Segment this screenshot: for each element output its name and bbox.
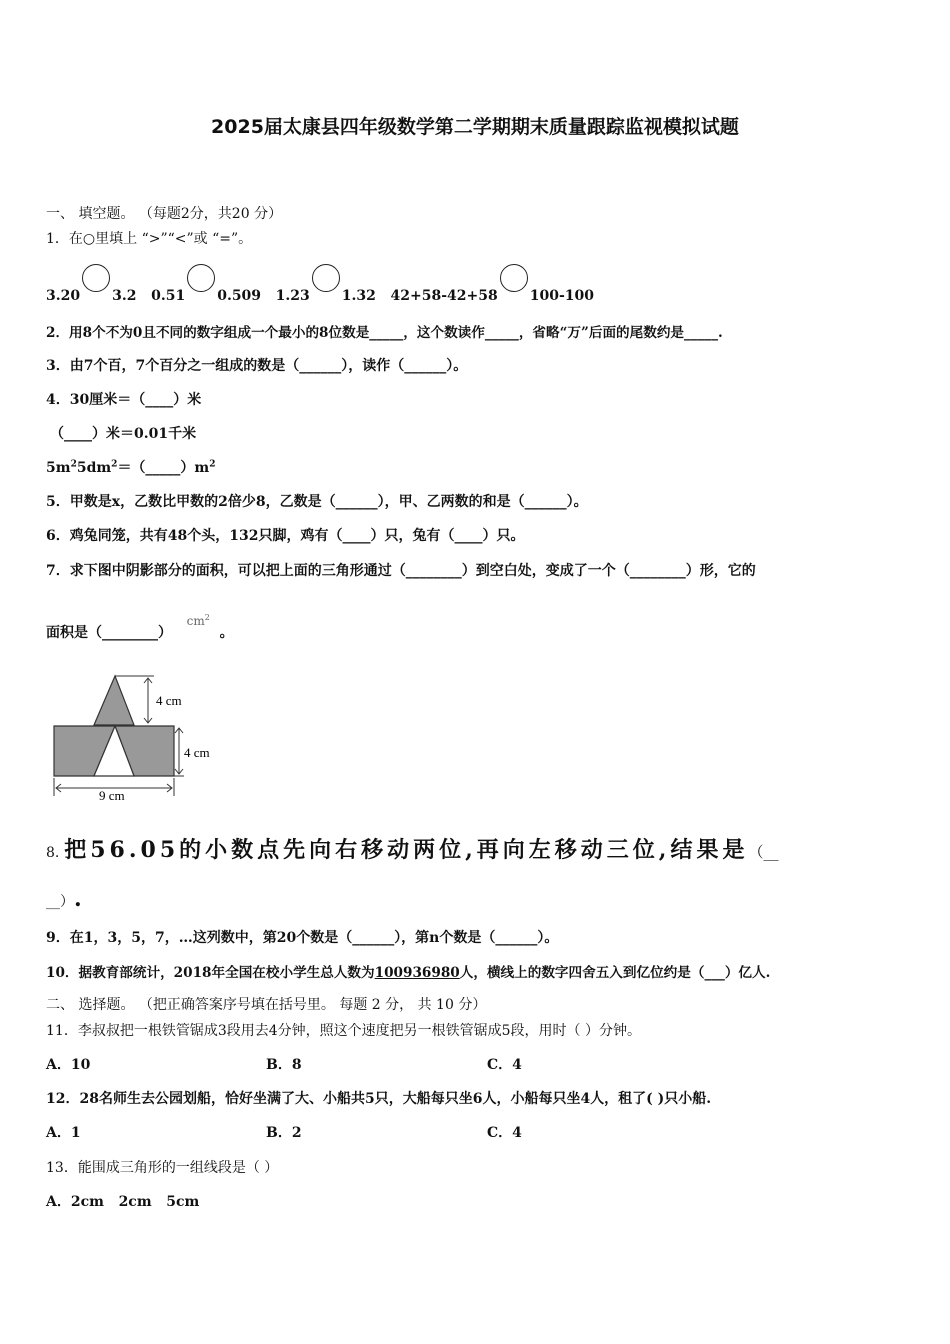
section-2-heading: 二、 选择题。 （把正确答案序号填在括号里。 每题 2 分， 共 10 分） bbox=[46, 997, 487, 1013]
label-bottom: 9 cm bbox=[99, 788, 125, 803]
q1-right-3: 1.32 bbox=[341, 288, 376, 304]
q8-number: 8. bbox=[46, 845, 60, 861]
question-3: 3．由7个百，7个百分之一组成的数是（______），读作（______）。 bbox=[46, 358, 468, 374]
question-10 bbox=[46, 961, 770, 981]
question-2: 2．用8个不为0且不同的数字组成一个最小的8位数是_____，这个数读作_____，省略“万”后面的尾数约是_____. bbox=[46, 325, 723, 341]
q10-post: 人，横线上的数字四舍五入到亿位约是（___）亿人. bbox=[459, 965, 771, 981]
question-8-continued bbox=[46, 886, 86, 912]
option-c[interactable]: C．4 bbox=[487, 1057, 522, 1073]
option-b[interactable]: B．8 bbox=[266, 1057, 302, 1073]
q1-right-2: 0.509 bbox=[217, 288, 262, 304]
unit-superscript: 2 bbox=[204, 613, 210, 622]
compare-circle[interactable] bbox=[187, 264, 215, 292]
question-9: 9．在1，3，5，7，…这列数中，第20个数是（______），第n个数是（______）。 bbox=[46, 930, 559, 946]
question-13: 13．能围成三角形的一组线段是（ ） bbox=[46, 1160, 279, 1176]
superscript: 2 bbox=[70, 459, 77, 470]
compare-circle[interactable] bbox=[82, 264, 110, 292]
question-1: 1．在○里填上 “>”“<”或 “=”。 bbox=[46, 231, 253, 247]
unit-label bbox=[187, 614, 210, 628]
q4c-part3: ＝（_____）m bbox=[117, 460, 210, 476]
q7b-text: 面积是（________） bbox=[46, 625, 172, 641]
q4c-part2: 5dm bbox=[76, 460, 112, 476]
label-top: 4 cm bbox=[156, 693, 182, 708]
question-4a: 4．30厘米＝（____）米 bbox=[46, 392, 202, 408]
superscript: 2 bbox=[209, 459, 216, 470]
q1-left-2: 0.51 bbox=[151, 288, 186, 304]
question-4c bbox=[46, 457, 216, 477]
question-7a: 7．求下图中阴影部分的面积，可以把上面的三角形通过（________）到空白处，变成了一个（________）形，它的 bbox=[46, 563, 756, 579]
compare-circle[interactable] bbox=[500, 264, 528, 292]
question-7b bbox=[46, 613, 234, 642]
page-title: 2025届太康县四年级数学第二学期期末质量跟踪监视模拟试题 bbox=[211, 116, 739, 138]
shaded-area-figure bbox=[44, 668, 234, 808]
q8-blank-end: __） bbox=[46, 894, 74, 910]
top-triangle bbox=[94, 676, 134, 725]
question-6: 6．鸡兔同笼，共有48个头，132只脚，鸡有（____）只，兔有（____）只。 bbox=[46, 528, 525, 544]
question-4b: （____）米＝0.01千米 bbox=[50, 426, 197, 442]
option-a[interactable]: A．1 bbox=[46, 1125, 81, 1141]
question-11: 11．李叔叔把一根铁管锯成3段用去4分钟，照这个速度把另一根铁管锯成5段，用时（ ）分钟。 bbox=[46, 1023, 641, 1039]
unit-text: cm bbox=[186, 614, 205, 628]
question-5: 5．甲数是x，乙数比甲数的2倍少8，乙数是（______），甲、乙两数的和是（______）。 bbox=[46, 494, 588, 510]
q1-left-4: 42+58-42+58 bbox=[390, 288, 498, 304]
q1-right-1: 3.2 bbox=[112, 288, 137, 304]
section-1-heading: 一、 填空题。 （每题2分，共20 分） bbox=[46, 206, 283, 222]
q10-underlined-number: 100936980 bbox=[374, 965, 460, 981]
q10-pre: 10．据教育部统计，2018年全国在校小学生总人数为 bbox=[46, 965, 375, 981]
q13-option-a[interactable]: A．2cm 2cm 5cm bbox=[46, 1194, 200, 1210]
q1-right-4: 100-100 bbox=[529, 288, 594, 304]
q7-end: 。 bbox=[219, 625, 234, 641]
question-1-comparisons bbox=[46, 274, 594, 304]
label-right: 4 cm bbox=[184, 745, 210, 760]
question-8 bbox=[46, 833, 778, 864]
superscript: 2 bbox=[111, 459, 118, 470]
compare-circle[interactable] bbox=[312, 264, 340, 292]
option-b[interactable]: B．2 bbox=[266, 1125, 302, 1141]
q1-left-1: 3.20 bbox=[46, 288, 81, 304]
q4c-part1: 5m bbox=[46, 460, 71, 476]
option-a[interactable]: A．10 bbox=[46, 1057, 91, 1073]
q8-end: . bbox=[74, 886, 86, 912]
q8-blank-start: （__ bbox=[748, 843, 779, 861]
q8-text: 把56.05的小数点先向右移动两位,再向左移动三位,结果是 bbox=[64, 837, 749, 863]
question-12: 12．28名师生去公园划船，恰好坐满了大、小船共5只，大船每只坐6人，小船每只坐4人，租了( )只小船. bbox=[46, 1091, 712, 1107]
option-c[interactable]: C．4 bbox=[487, 1125, 522, 1141]
q1-left-3: 1.23 bbox=[275, 288, 310, 304]
